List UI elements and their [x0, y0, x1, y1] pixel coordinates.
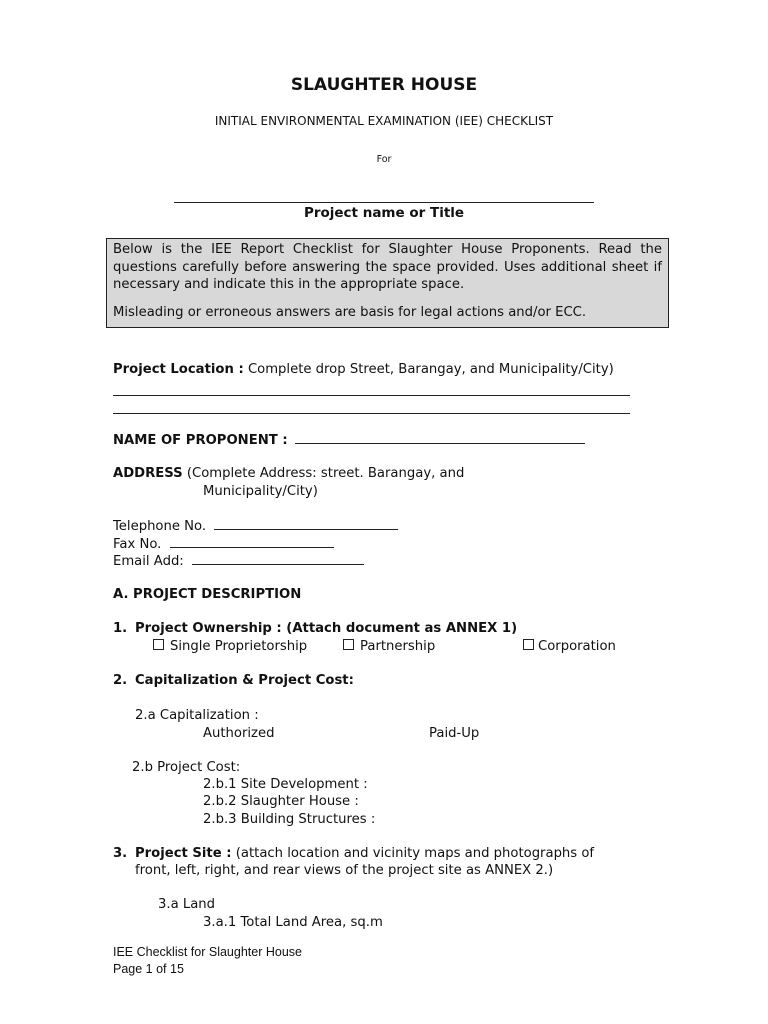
- q3-row: [135, 846, 594, 861]
- document-title: SLAUGHTER HOUSE: [290, 75, 478, 95]
- ownership-option-single[interactable]: [153, 639, 307, 654]
- project-location-label: Project Location :: [113, 362, 244, 377]
- ownership-option-corporation[interactable]: [523, 639, 616, 654]
- fax-label: Fax No.: [113, 537, 162, 552]
- fax-row: [113, 535, 334, 552]
- footer-doc-name: IEE Checklist for Slaughter House: [113, 945, 302, 959]
- q1-number: 1.: [113, 621, 128, 636]
- q2-title: Capitalization & Project Cost:: [135, 673, 354, 688]
- cost-item-slaughter-house: 2.b.2 Slaughter House :: [203, 794, 359, 809]
- ownership-option-partnership[interactable]: [343, 639, 435, 654]
- email-row: [113, 552, 364, 569]
- land-area-item: 3.a.1 Total Land Area, sq.m: [203, 915, 383, 930]
- q1-title: Project Ownership : (Attach document as ANNEX 1): [135, 621, 518, 636]
- footer-page-number: Page 1 of 15: [113, 962, 184, 976]
- email-label: Email Add:: [113, 554, 184, 569]
- checkbox-icon[interactable]: [153, 639, 164, 650]
- location-blank-line-2[interactable]: [113, 412, 630, 414]
- q3-hint-line1: (attach location and vicinity maps and photographs of: [235, 846, 595, 861]
- authorized-label: Authorized: [203, 726, 275, 741]
- checkbox-icon[interactable]: [523, 639, 534, 650]
- land-label: 3.a Land: [158, 897, 216, 912]
- address-label: ADDRESS: [113, 466, 183, 481]
- capitalization-label: 2.a Capitalization :: [135, 708, 259, 723]
- instructions-paragraph: Below is the IEE Report Checklist for Slaughter House Proponents. Read the questions carefully before answering the space provided. Uses additional sheet if necessary and indicate this in the appropriate space.: [113, 242, 662, 292]
- q3-number: 3.: [113, 846, 128, 861]
- telephone-label: Telephone No.: [113, 519, 207, 534]
- section-a-heading: A. PROJECT DESCRIPTION: [113, 587, 302, 602]
- q3-title: Project Site :: [135, 846, 232, 861]
- email-blank-line[interactable]: [192, 552, 364, 565]
- proponent-label: NAME OF PROPONENT :: [113, 433, 288, 448]
- project-location-hint: Complete drop Street, Barangay, and Municipality/City): [247, 362, 614, 377]
- for-label: For: [376, 154, 392, 165]
- project-name-label: Project name or Title: [303, 205, 465, 221]
- document-subtitle: INITIAL ENVIRONMENTAL EXAMINATION (IEE) CHECKLIST: [214, 114, 554, 128]
- telephone-blank-line[interactable]: [214, 517, 398, 530]
- address-hint-line1: (Complete Address: street. Barangay, and: [186, 466, 465, 481]
- cost-item-site-development: 2.b.1 Site Development :: [203, 777, 368, 792]
- proponent-blank-line[interactable]: [295, 431, 585, 444]
- project-location-row: [113, 362, 614, 377]
- q3-hint-line2: front, left, right, and rear views of the project site as ANNEX 2.): [135, 863, 554, 878]
- cost-item-building-structures: 2.b.3 Building Structures :: [203, 812, 376, 827]
- q2-number: 2.: [113, 673, 128, 688]
- address-hint-line2: Municipality/City): [203, 484, 318, 499]
- proponent-row: [113, 431, 585, 448]
- warning-paragraph: Misleading or erroneous answers are basis for legal actions and/or ECC.: [113, 304, 587, 320]
- project-cost-label: 2.b Project Cost:: [132, 760, 241, 775]
- fax-blank-line[interactable]: [170, 535, 334, 548]
- option-label: Corporation: [538, 639, 616, 654]
- paid-up-label: Paid-Up: [429, 726, 480, 741]
- instructions-box: [106, 238, 669, 328]
- checkbox-icon[interactable]: [343, 639, 354, 650]
- location-blank-line-1[interactable]: [113, 394, 630, 396]
- telephone-row: [113, 517, 398, 534]
- option-label: Single Proprietorship: [170, 639, 308, 654]
- option-label: Partnership: [360, 639, 436, 654]
- address-row: [113, 466, 464, 481]
- project-name-blank-line[interactable]: [174, 192, 594, 203]
